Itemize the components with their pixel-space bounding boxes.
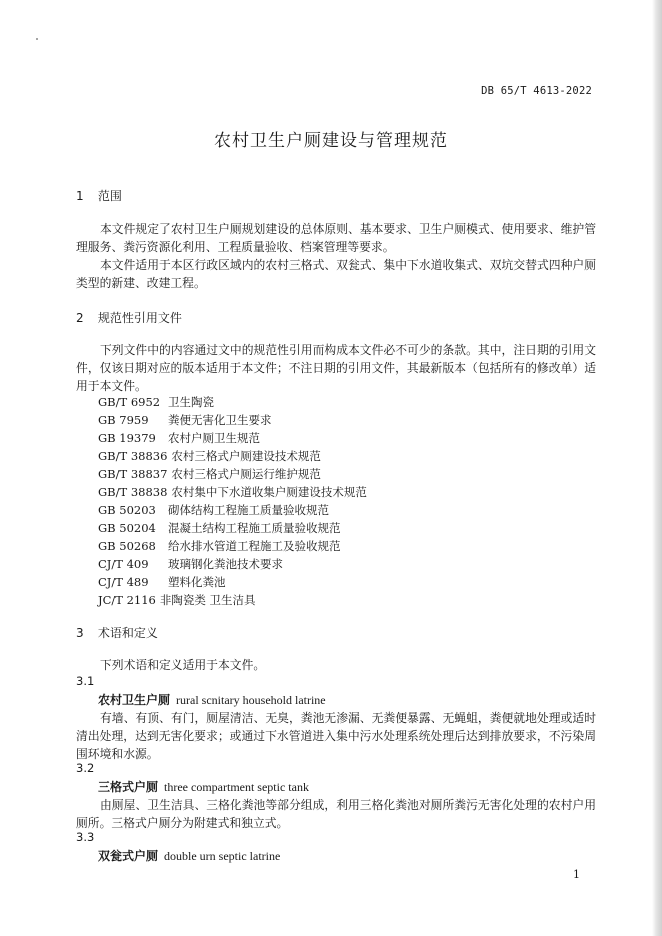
references-intro-paragraph: 下列文件中的内容通过文中的规范性引用而构成本文件必不可少的条款。其中，注日期的引用文件，仅该日期对应的版本适用于本文件；不注日期的引用文件，其最新版本（包括所有的修改单）适用于本文件。 [76, 343, 596, 393]
reference-item [98, 393, 367, 411]
section-heading-normative-references [76, 309, 182, 326]
reference-code: CJ/T 489 [98, 575, 149, 589]
reference-item [98, 537, 367, 555]
term-definition: 有墙、有顶、有门，厕屋清洁、无臭，粪池无渗漏、无粪便暴露、无蝇蛆，粪便就地处理或适时清出处理，达到无害化要求；或通过下水管道进入集中污水处理系统处理后达到排放要求，不污染周围环境和水源。 [76, 711, 596, 761]
reference-title: 卫生陶瓷 [168, 395, 214, 409]
section-number: 1 [76, 189, 84, 203]
reference-title: 玻璃钢化粪池技术要求 [168, 557, 283, 571]
term-definition: 由厕屋、卫生洁具、三格化粪池等部分组成，利用三格化粪池对厕所粪污无害化处理的农村户用厕所。三格式户厕分为附建式和独立式。 [76, 798, 596, 830]
reference-title: 塑料化粪池 [168, 575, 226, 589]
term-number: 3.1 [76, 674, 95, 688]
reference-title: 农村三格式户厕建设技术规范 [171, 449, 321, 463]
section-heading-terms-definitions [76, 624, 158, 641]
reference-title: 农村三格式户厕运行维护规范 [171, 467, 321, 481]
reference-item [98, 591, 367, 609]
document-title: 农村卫生户厕建设与管理规范 [214, 131, 448, 151]
section-number: 3 [76, 626, 84, 640]
term-name-zh: 三格式户厕 [98, 780, 159, 794]
page-number: 1 [573, 868, 580, 881]
reference-code: GB 7959 [98, 413, 149, 427]
scope-paragraph-2: 本文件适用于本区行政区域内的农村三格式、双瓮式、集中下水道收集式、双坑交替式四种户厕类型的新建、改建工程。 [76, 258, 596, 290]
term-name-zh: 双瓮式户厕 [98, 849, 159, 863]
terms-intro-paragraph: 下列术语和定义适用于本文件。 [100, 658, 266, 672]
term-name-en: three compartment septic tank [164, 780, 309, 794]
scan-speck [36, 38, 38, 40]
reference-code: GB/T 38838 [98, 485, 168, 499]
reference-item [98, 447, 367, 465]
reference-item [98, 555, 367, 573]
section-number: 2 [76, 311, 84, 325]
reference-code: GB/T 38837 [98, 467, 168, 481]
reference-item [98, 501, 367, 519]
term-entry [98, 847, 280, 864]
reference-code: GB/T 6952 [98, 395, 161, 409]
reference-code: GB 50268 [98, 539, 156, 553]
term-number: 3.3 [76, 830, 95, 844]
document-code: DB 65/T 4613-2022 [481, 85, 592, 97]
reference-item [98, 465, 367, 483]
reference-item [98, 519, 367, 537]
reference-code: GB 50204 [98, 521, 156, 535]
section-title: 范围 [97, 189, 122, 203]
scope-paragraph-1: 本文件规定了农村卫生户厕规划建设的总体原则、基本要求、卫生户厕模式、使用要求、维护管理服务、粪污资源化利用、工程质量验收、档案管理等要求。 [76, 222, 596, 254]
reference-title: 混凝土结构工程施工质量验收规范 [168, 521, 341, 535]
reference-code: CJ/T 409 [98, 557, 149, 571]
section-heading-scope [76, 187, 122, 204]
reference-title: 粪便无害化卫生要求 [168, 413, 272, 427]
reference-item [98, 483, 367, 501]
reference-code: GB 19379 [98, 431, 156, 445]
term-entry [98, 778, 309, 795]
reference-item [98, 411, 367, 429]
section-title: 规范性引用文件 [97, 311, 182, 325]
reference-title: 砌体结构工程施工质量验收规范 [168, 503, 329, 517]
reference-code: GB 50203 [98, 503, 156, 517]
reference-title: 非陶瓷类 卫生洁具 [159, 593, 256, 607]
term-number: 3.2 [76, 761, 95, 775]
reference-list [98, 393, 367, 609]
reference-item [98, 429, 367, 447]
reference-title: 给水排水管道工程施工及验收规范 [168, 539, 341, 553]
reference-code: GB/T 38836 [98, 449, 168, 463]
reference-code: JC/T 2116 [98, 593, 156, 607]
term-name-en: double urn septic latrine [164, 849, 281, 863]
reference-item [98, 573, 367, 591]
reference-title: 农村户厕卫生规范 [168, 431, 260, 445]
term-name-en: rural scnitary household latrine [176, 693, 326, 707]
section-title: 术语和定义 [97, 626, 158, 640]
term-name-zh: 农村卫生户厕 [98, 693, 171, 707]
reference-title: 农村集中下水道收集户厕建设技术规范 [171, 485, 367, 499]
term-entry [98, 691, 326, 708]
